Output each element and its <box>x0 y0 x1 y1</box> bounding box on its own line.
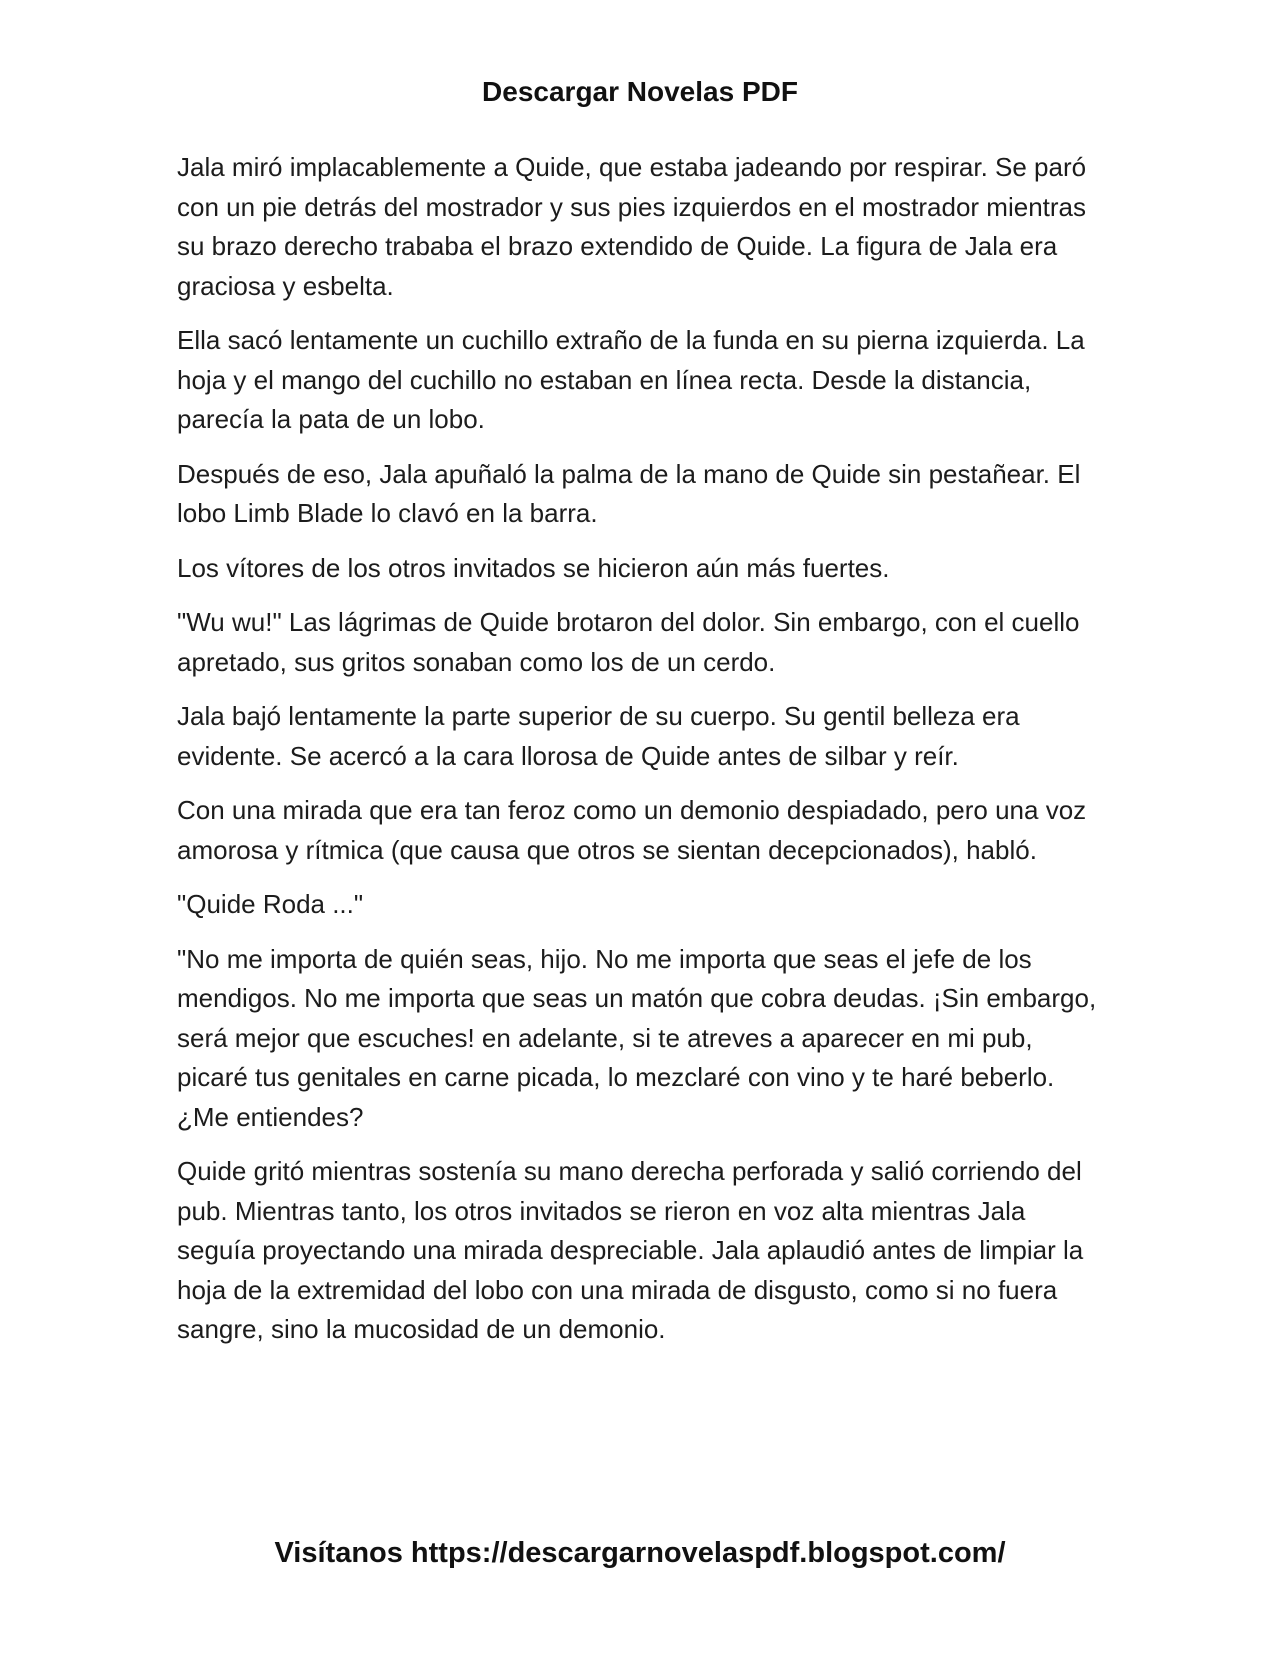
paragraph-10: Quide gritó mientras sostenía su mano derecha perforada y salió corriendo del pub. Mientras tanto, los otros invitados se rieron en voz alta mientras Jala seguía proyectando una mirada despreciable. Jala aplaudió antes de limpiar la hoja de la extremidad del lobo con una mirada de disgusto, como si no fuera sangre, sino la mucosidad de un demonio. <box>177 1156 1084 1344</box>
paragraph-1: Jala miró implacablemente a Quide, que estaba jadeando por respirar. Se paró con un pie detrás del mostrador y sus pies izquierdos en el mostrador mientras su brazo derecho trababa el brazo extendido de Quide. La figura de Jala era graciosa y esbelta. <box>177 152 1087 301</box>
document-body <box>177 148 1097 1365</box>
paragraph-8: "Quide Roda ..." <box>177 889 364 919</box>
paragraph-5: "Wu wu!" Las lágrimas de Quide brotaron del dolor. Sin embargo, con el cuello apretado, sus gritos sonaban como los de un cerdo. <box>177 607 1080 677</box>
paragraph-4: Los vítores de los otros invitados se hicieron aún más fuertes. <box>177 552 890 583</box>
footer-link-text: Visítanos https://descargarnovelaspdf.blogspot.com/ <box>274 1537 1006 1569</box>
page-title: Descargar Novelas PDF <box>482 76 798 107</box>
paragraph-3: Después de eso, Jala apuñaló la palma de la mano de Quide sin pestañear. El lobo Limb Blade lo clavó en la barra. <box>177 458 1081 528</box>
paragraph-9: "No me importa de quién seas, hijo. No me importa que seas el jefe de los mendigos. No me importa que seas un matón que cobra deudas. ¡Sin embargo, será mejor que escuches! en adelante, si te atreves a aparecer en mi pub, picaré tus genitales en carne picada, lo mezclaré con vino y te haré beberlo. ¿Me entiendes? <box>177 943 1097 1132</box>
paragraph-7: Con una mirada que era tan feroz como un demonio despiadado, pero una voz amorosa y rítmica (que causa que otros se sientan decepcionados), habló. <box>177 795 1087 865</box>
paragraph-2: Ella sacó lentamente un cuchillo extraño de la funda en su pierna izquierda. La hoja y el mango del cuchillo no estaban en línea recta. Desde la distancia, parecía la pata de un lobo. <box>177 325 1085 434</box>
paragraph-6: Jala bajó lentamente la parte superior de su cuerpo. Su gentil belleza era evidente. Se acercó a la cara llorosa de Quide antes de silbar y reír. <box>177 701 1020 771</box>
